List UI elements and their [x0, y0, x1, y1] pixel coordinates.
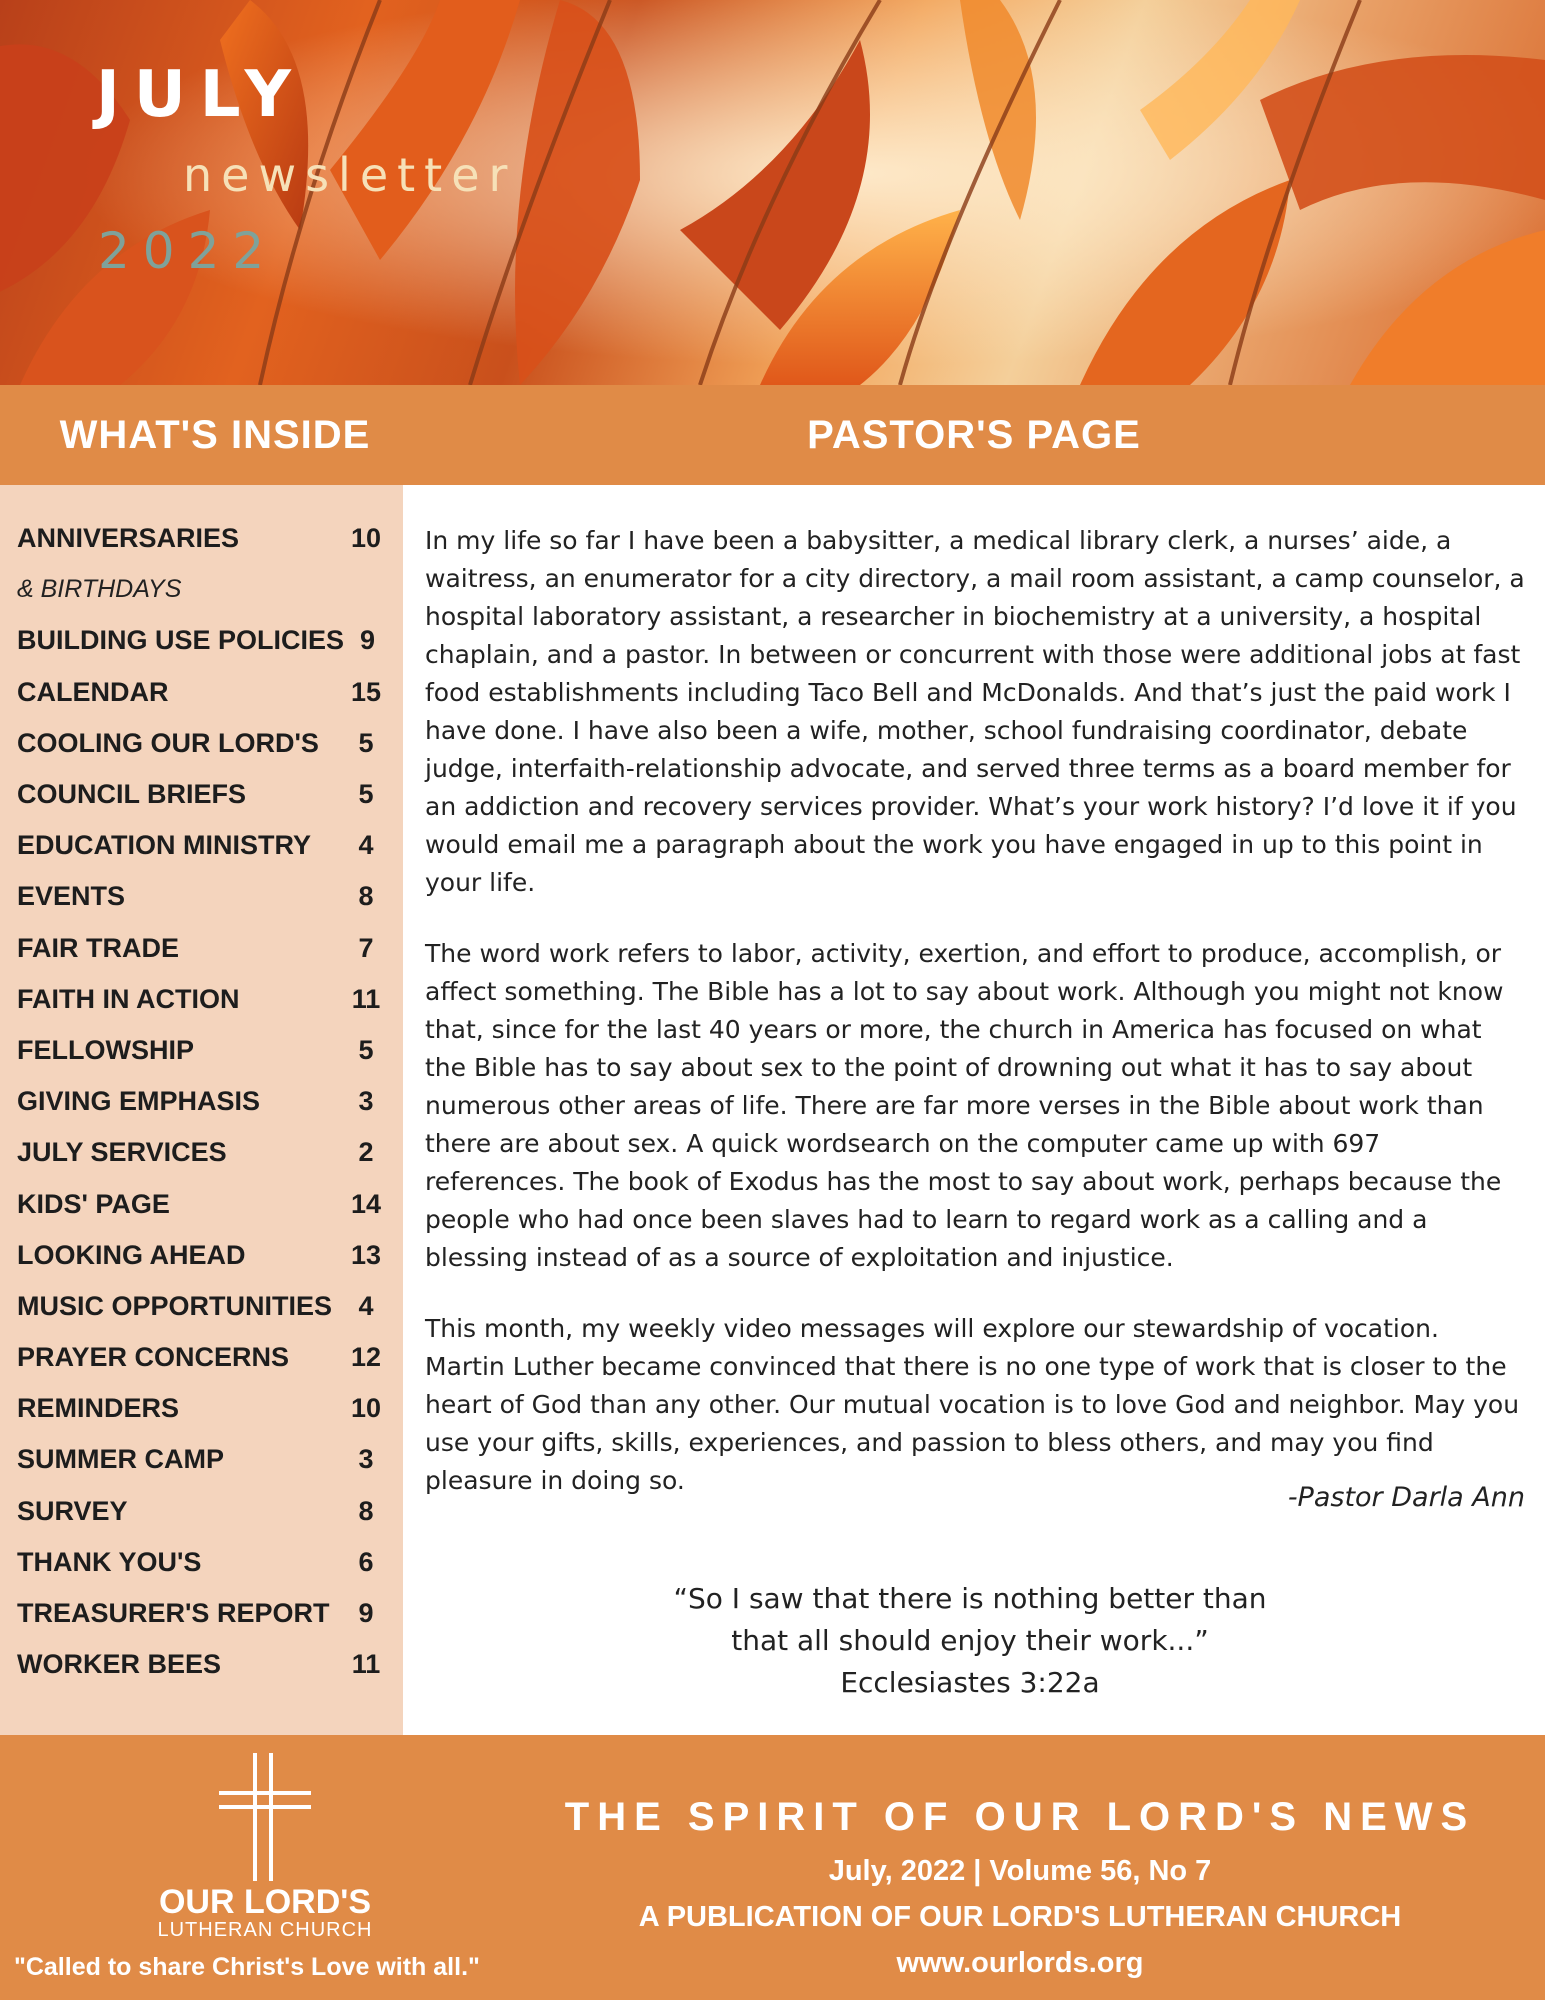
- cross-logo-icon: [215, 1751, 315, 1883]
- toc-item[interactable]: [0, 1332, 403, 1383]
- article-paragraph: In my life so far I have been a babysitter, a medical library clerk, a nurses’ aide, a waitress, an enumerator for a city directory, a mail room assistant, a camp counselor, a hospital laboratory assistant, a researcher in biochemistry at a university, a hospital chaplain, and a pastor. In between or concurrent with those were additional jobs at fast food establishments including Taco Bell and McDonalds. And that’s just the paid work I have done. I have also been a wife, mother, school fundraising coordinator, debate judge, interfaith-relationship advocate, and served three terms as a board member for an addiction and recovery services provider. What’s your work history? I’d love it if you would email me a paragraph about the work you have engaged in up to this point in your life.: [425, 526, 1525, 897]
- toc-item-label: KIDS' PAGE: [17, 1188, 170, 1219]
- toc-item-label: SURVEY: [17, 1495, 128, 1526]
- toc-item-page: 8: [358, 1495, 374, 1526]
- section-header-band: [0, 385, 1545, 485]
- toc-item[interactable]: [0, 1281, 403, 1332]
- toc-item-label: PRAYER CONCERNS: [17, 1342, 290, 1373]
- toc-item-page: 13: [350, 1239, 382, 1270]
- newsletter-title: THE SPIRIT OF OUR LORD'S NEWS: [564, 1795, 1476, 1839]
- toc-item[interactable]: [0, 615, 403, 666]
- toc-item-page: 4: [358, 830, 374, 861]
- toc-item-page: 3: [358, 1086, 374, 1117]
- toc-item-page: 3: [358, 1444, 374, 1475]
- toc-item-page: 6: [358, 1546, 374, 1577]
- toc-item-page: 5: [358, 1034, 374, 1065]
- toc-item[interactable]: [0, 513, 403, 564]
- toc-item-label: GIVING EMPHASIS: [17, 1086, 261, 1117]
- toc-item-label: BUILDING USE POLICIES: [17, 625, 345, 656]
- toc-item-page: 14: [350, 1188, 382, 1219]
- toc-item[interactable]: [0, 1639, 403, 1690]
- toc-item-page: 15: [350, 676, 382, 707]
- pastors-page-heading: PASTOR'S PAGE: [807, 412, 1141, 457]
- toc-item-label: WORKER BEES: [17, 1649, 222, 1680]
- toc-item-page: 5: [358, 779, 374, 810]
- toc-item[interactable]: [0, 820, 403, 871]
- pastor-article: [425, 522, 1525, 1533]
- article-paragraph: The word work refers to labor, activity, exertion, and effort to produce, accomplish, or affect something. The Bible has a lot to say about work. Although you might not know that, since for the last 40 years or more, the church in America has focused on what the Bible has to say about sex to the point of drowning out what it has to say about numerous other areas of life. There are far more verses in the Bible about work than there are about sex. A quick wordsearch on the computer came up with 697 references. The book of Exodus has the most to say about work, perhaps because the people who had once been slaves had to learn to regard work as a calling and a blessing instead of as a source of exploitation and injustice.: [425, 939, 1504, 1272]
- hero-month: JULY: [96, 58, 305, 132]
- hero-banner: [0, 0, 1545, 385]
- toc-item-label: JULY SERVICES: [17, 1137, 227, 1168]
- church-logo-subtitle: LUTHERAN CHURCH: [157, 1919, 373, 1941]
- toc-item-label: SUMMER CAMP: [17, 1444, 224, 1475]
- toc-item[interactable]: [0, 1127, 403, 1178]
- hero-year: 2022: [98, 222, 278, 280]
- toc-item[interactable]: [0, 1076, 403, 1127]
- toc-item-page: 11: [351, 1649, 381, 1680]
- toc-item[interactable]: [0, 1588, 403, 1639]
- toc-item-label: FAITH IN ACTION: [17, 983, 240, 1014]
- issue-info: July, 2022 | Volume 56, No 7: [828, 1855, 1212, 1887]
- church-tagline: "Called to share Christ's Love with all.": [14, 1953, 480, 1981]
- toc-item-subline: [0, 564, 403, 615]
- toc-item-label: CALENDAR: [17, 676, 169, 707]
- toc-item[interactable]: [0, 1025, 403, 1076]
- toc-item-label: LOOKING AHEAD: [17, 1239, 246, 1270]
- toc-item-label: TREASURER'S REPORT: [17, 1598, 330, 1629]
- toc-item[interactable]: [0, 718, 403, 769]
- toc-item-label: THANK YOU'S: [17, 1546, 202, 1577]
- toc-item-label: EVENTS: [17, 881, 126, 912]
- toc-item-page: 8: [358, 881, 374, 912]
- toc-item-page: 11: [351, 983, 381, 1014]
- toc-item-label: MUSIC OPPORTUNITIES: [17, 1290, 333, 1321]
- quote-line: “So I saw that there is nothing better than: [673, 1582, 1267, 1615]
- toc-item-label: FELLOWSHIP: [17, 1034, 194, 1065]
- toc-item-label: & BIRTHDAYS: [17, 575, 182, 604]
- toc-item[interactable]: [0, 769, 403, 820]
- toc-item-page: 9: [358, 1598, 374, 1629]
- toc-item-page: 12: [350, 1342, 382, 1373]
- toc-item[interactable]: [0, 1434, 403, 1485]
- toc-item[interactable]: [0, 1230, 403, 1281]
- scripture-quote: [600, 1578, 1340, 1704]
- toc-item-page: 7: [358, 932, 374, 963]
- quote-line: that all should enjoy their work...”: [731, 1624, 1209, 1657]
- quote-citation: Ecclesiastes 3:22a: [840, 1666, 1100, 1699]
- toc-item-label: EDUCATION MINISTRY: [17, 830, 311, 861]
- toc-item-page: 9: [360, 625, 376, 656]
- whats-inside-heading: WHAT'S INSIDE: [59, 412, 371, 457]
- toc-item[interactable]: [0, 1486, 403, 1537]
- toc-item-page: 2: [358, 1137, 374, 1168]
- toc-item-label: ANNIVERSARIES: [17, 523, 240, 554]
- toc-item-page: 5: [358, 727, 374, 758]
- toc-item[interactable]: [0, 1537, 403, 1588]
- website-link[interactable]: www.ourlords.org: [896, 1947, 1144, 1979]
- toc-item-label: COOLING OUR LORD'S: [17, 727, 319, 758]
- toc-item-label: COUNCIL BRIEFS: [17, 779, 247, 810]
- toc-item[interactable]: [0, 1383, 403, 1434]
- hero-subtitle: newsletter: [183, 148, 517, 202]
- toc-item[interactable]: [0, 1178, 403, 1229]
- toc-item-page: 10: [350, 523, 382, 554]
- church-logo-name: OUR LORD'S: [158, 1883, 372, 1921]
- article-signature: -Pastor Darla Ann: [1287, 1482, 1525, 1513]
- toc-item[interactable]: [0, 974, 403, 1025]
- table-of-contents: [0, 485, 403, 1735]
- toc-item-page: 4: [358, 1290, 374, 1321]
- toc-item-page: 10: [350, 1393, 382, 1424]
- footer: [0, 1735, 1545, 2000]
- publication-info: A PUBLICATION OF OUR LORD'S LUTHERAN CHURCH: [638, 1901, 1402, 1933]
- toc-item-label: REMINDERS: [17, 1393, 180, 1424]
- toc-item-label: FAIR TRADE: [17, 932, 179, 963]
- article-paragraph: This month, my weekly video messages will explore our stewardship of vocation. Martin Luther became convinced that there is no one type of work that is closer to the heart of God than any other. Our mutual vocation is to love God and neighbor. May you use your gifts, skills, experiences, and passion to bless others, and may you find pleasure in doing so.: [425, 1314, 1520, 1495]
- toc-item[interactable]: [0, 923, 403, 974]
- toc-item[interactable]: [0, 871, 403, 922]
- toc-item[interactable]: [0, 667, 403, 718]
